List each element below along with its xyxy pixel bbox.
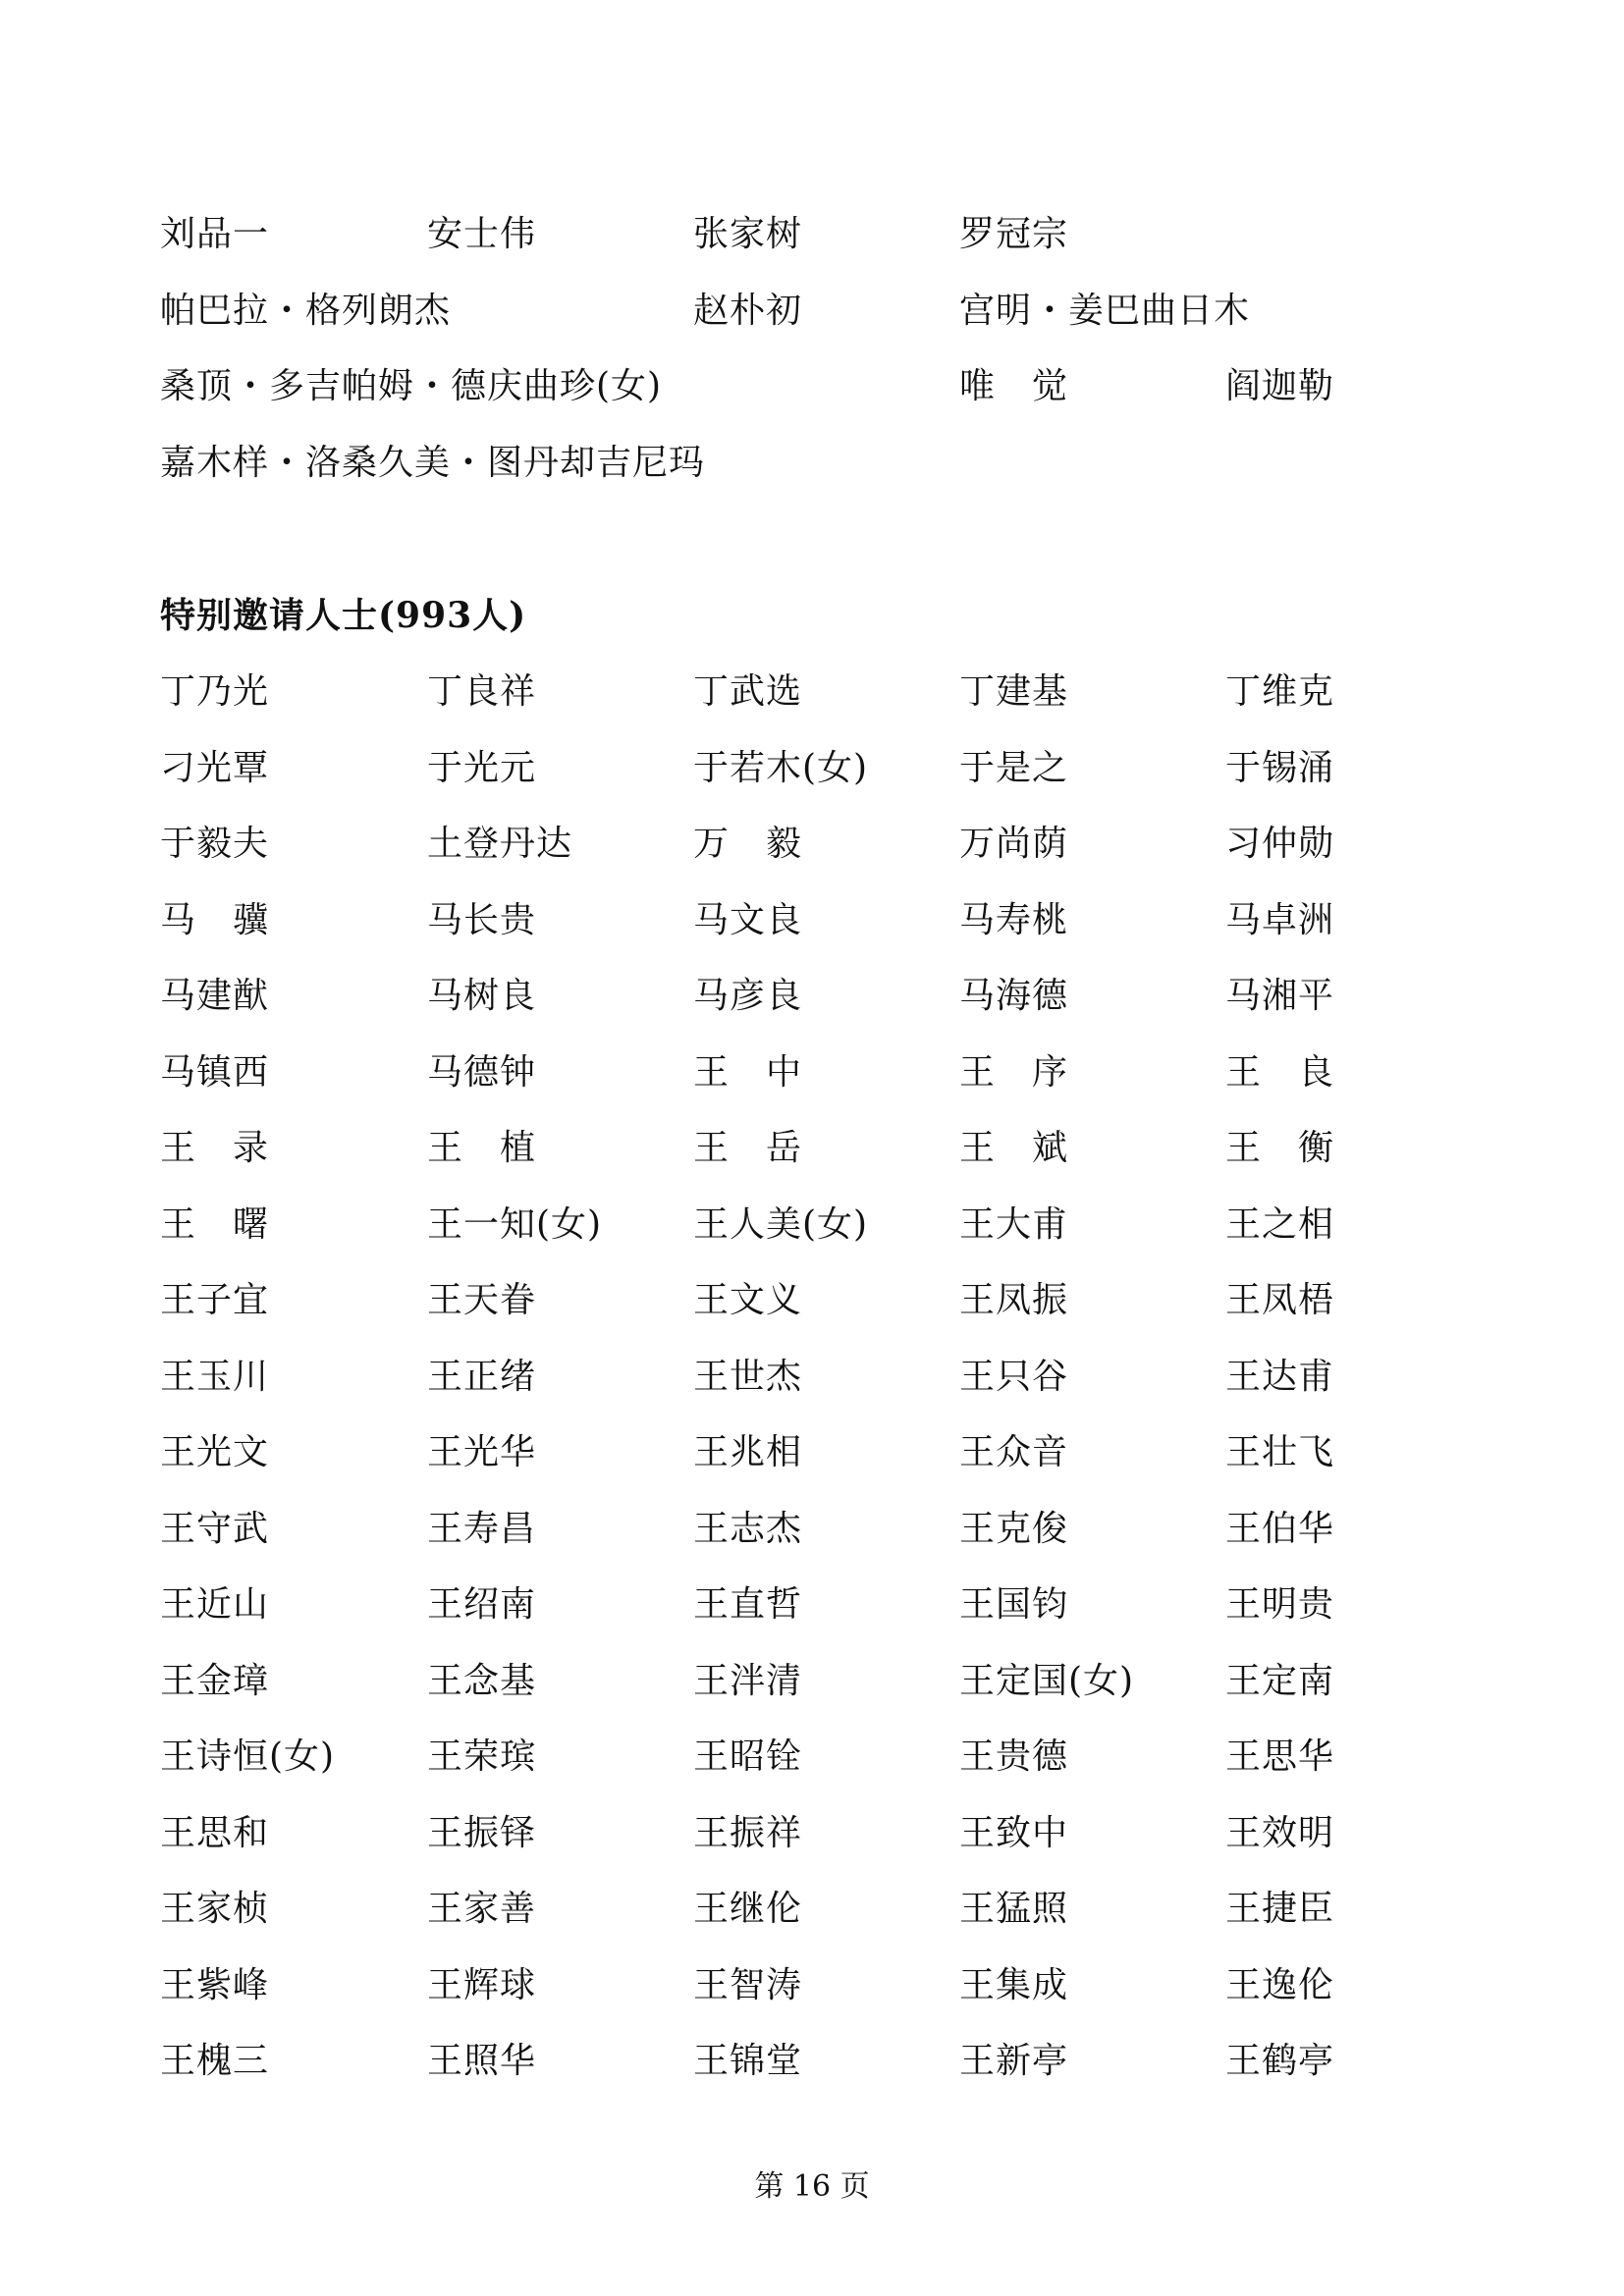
list-name: 王猛照 [959, 1889, 1069, 1929]
list-name: 王一知(女) [427, 1203, 603, 1245]
list-name: 于是之 [959, 747, 1069, 788]
intro-name: 赵朴初 [693, 290, 803, 331]
list-name: 丁维克 [1225, 671, 1335, 712]
list-name: 王之相 [1225, 1203, 1335, 1245]
list-name: 刁光覃 [160, 747, 270, 788]
list-name: 王天眷 [427, 1280, 537, 1320]
list-name: 王荣瑸 [427, 1736, 537, 1777]
list-name: 马寿桃 [959, 899, 1069, 940]
list-name: 王 植 [427, 1128, 537, 1168]
list-name: 王光文 [160, 1432, 270, 1472]
intro-name: 桑顶・多吉帕姆・德庆曲珍(女) [160, 366, 663, 406]
list-name: 于锡涌 [1225, 747, 1335, 788]
list-name: 丁良祥 [427, 671, 537, 712]
list-name: 王正绪 [427, 1356, 537, 1397]
list-row [0, 1043, 1624, 1102]
list-name: 王国钧 [959, 1584, 1069, 1625]
list-name: 王众音 [959, 1432, 1069, 1472]
list-row [0, 1652, 1624, 1711]
intro-name: 阎迦勒 [1225, 366, 1335, 406]
list-name: 王逸伦 [1225, 1964, 1335, 2005]
list-name: 王 斌 [959, 1128, 1069, 1168]
list-name: 王思和 [160, 1812, 270, 1853]
list-name: 王定国(女) [959, 1660, 1135, 1701]
list-name: 王鹤亭 [1225, 2041, 1335, 2081]
list-name: 马 骥 [160, 899, 270, 940]
list-name: 王智涛 [693, 1964, 803, 2005]
list-name: 王辉球 [427, 1964, 537, 2005]
list-name: 王凤梧 [1225, 1280, 1335, 1320]
list-row [0, 1804, 1624, 1863]
list-name: 王伯华 [1225, 1508, 1335, 1549]
list-name: 王玉川 [160, 1356, 270, 1397]
list-name: 王世杰 [693, 1356, 803, 1397]
list-name: 马文良 [693, 899, 803, 940]
list-name: 王绍南 [427, 1584, 537, 1625]
intro-row [0, 205, 1624, 264]
list-name: 王效明 [1225, 1812, 1335, 1853]
intro-name: 帕巴拉・格列朗杰 [160, 290, 452, 331]
list-row [0, 663, 1624, 721]
list-row [0, 1119, 1624, 1178]
list-row [0, 815, 1624, 874]
list-name: 王泮清 [693, 1660, 803, 1701]
list-row [0, 1956, 1624, 2015]
list-name: 万 毅 [693, 824, 803, 864]
intro-name: 宫明・姜巴曲日木 [959, 290, 1251, 331]
list-name: 王槐三 [160, 2041, 270, 2081]
list-name: 王思华 [1225, 1736, 1335, 1777]
list-name: 王光华 [427, 1432, 537, 1472]
intro-row [0, 434, 1624, 493]
list-name: 王大甫 [959, 1203, 1069, 1245]
list-name: 万尚荫 [959, 824, 1069, 864]
list-name: 王人美(女) [693, 1203, 869, 1245]
page-number: 第 16 页 [754, 2169, 870, 2204]
list-name: 王达甫 [1225, 1356, 1335, 1397]
intro-name: 张家树 [693, 214, 803, 254]
list-name: 王捷臣 [1225, 1889, 1335, 1929]
list-row [0, 739, 1624, 798]
intro-row [0, 357, 1624, 416]
list-row [0, 1348, 1624, 1407]
list-name: 王志杰 [693, 1508, 803, 1549]
list-name: 土登丹达 [427, 824, 573, 864]
list-name: 王文义 [693, 1280, 803, 1320]
list-name: 王锦堂 [693, 2041, 803, 2081]
list-name: 王 衡 [1225, 1128, 1335, 1168]
list-name: 王继伦 [693, 1889, 803, 1929]
list-name: 马海德 [959, 976, 1069, 1016]
list-name: 王只谷 [959, 1356, 1069, 1397]
list-name: 王定南 [1225, 1660, 1335, 1701]
list-name: 马树良 [427, 976, 537, 1016]
list-name: 习仲勋 [1225, 824, 1335, 864]
list-row [0, 1575, 1624, 1634]
list-name: 于光元 [427, 747, 537, 788]
list-name: 王家善 [427, 1889, 537, 1929]
list-row [0, 2032, 1624, 2091]
list-name: 王 良 [1225, 1051, 1335, 1093]
list-name: 王壮飞 [1225, 1432, 1335, 1472]
list-name: 马长贵 [427, 899, 537, 940]
list-row [0, 1500, 1624, 1559]
intro-name: 唯 觉 [959, 366, 1069, 406]
list-name: 王贵德 [959, 1736, 1069, 1777]
intro-row [0, 282, 1624, 341]
list-name: 王 中 [693, 1051, 803, 1093]
list-row [0, 1728, 1624, 1787]
list-name: 于毅夫 [160, 824, 270, 864]
list-name: 王致中 [959, 1812, 1069, 1853]
list-name: 马卓洲 [1225, 899, 1335, 940]
list-name: 马建猷 [160, 976, 270, 1016]
list-name: 王念基 [427, 1660, 537, 1701]
list-name: 王子宜 [160, 1280, 270, 1320]
list-name: 丁乃光 [160, 671, 270, 712]
list-name: 王振铎 [427, 1812, 537, 1853]
list-name: 王家桢 [160, 1889, 270, 1929]
intro-name: 刘品一 [160, 214, 270, 254]
intro-name: 罗冠宗 [959, 214, 1069, 254]
list-name: 王 录 [160, 1128, 270, 1168]
list-name: 王紫峰 [160, 1964, 270, 2005]
list-name: 王明贵 [1225, 1584, 1335, 1625]
list-name: 王 序 [959, 1051, 1069, 1093]
list-name: 于若木(女) [693, 747, 869, 788]
intro-name: 安士伟 [427, 214, 537, 254]
section-title: 特别邀请人士(993人) [160, 595, 527, 636]
list-name: 丁建基 [959, 671, 1069, 712]
list-name: 王集成 [959, 1964, 1069, 2005]
list-row [0, 891, 1624, 950]
list-name: 王直哲 [693, 1584, 803, 1625]
list-name: 王照华 [427, 2041, 537, 2081]
list-name: 马湘平 [1225, 976, 1335, 1016]
list-row [0, 967, 1624, 1026]
list-name: 王振祥 [693, 1812, 803, 1853]
list-name: 王新亭 [959, 2041, 1069, 2081]
list-name: 王凤振 [959, 1280, 1069, 1320]
list-name: 王克俊 [959, 1508, 1069, 1549]
list-row [0, 1271, 1624, 1330]
list-name: 王昭铨 [693, 1736, 803, 1777]
list-name: 丁武选 [693, 671, 803, 712]
list-name: 马德钟 [427, 1051, 537, 1093]
list-name: 马彦良 [693, 976, 803, 1016]
list-name: 王寿昌 [427, 1508, 537, 1549]
list-row [0, 1423, 1624, 1482]
list-name: 王近山 [160, 1584, 270, 1625]
list-row [0, 1196, 1624, 1255]
list-name: 王守武 [160, 1508, 270, 1549]
list-name: 王 岳 [693, 1128, 803, 1168]
list-name: 王兆相 [693, 1432, 803, 1472]
list-name: 王 曙 [160, 1203, 270, 1245]
intro-name: 嘉木样・洛桑久美・图丹却吉尼玛 [160, 442, 706, 483]
list-name: 马镇西 [160, 1051, 270, 1093]
list-row [0, 1880, 1624, 1939]
list-name: 王诗恒(女) [160, 1736, 336, 1777]
list-name: 王金璋 [160, 1660, 270, 1701]
